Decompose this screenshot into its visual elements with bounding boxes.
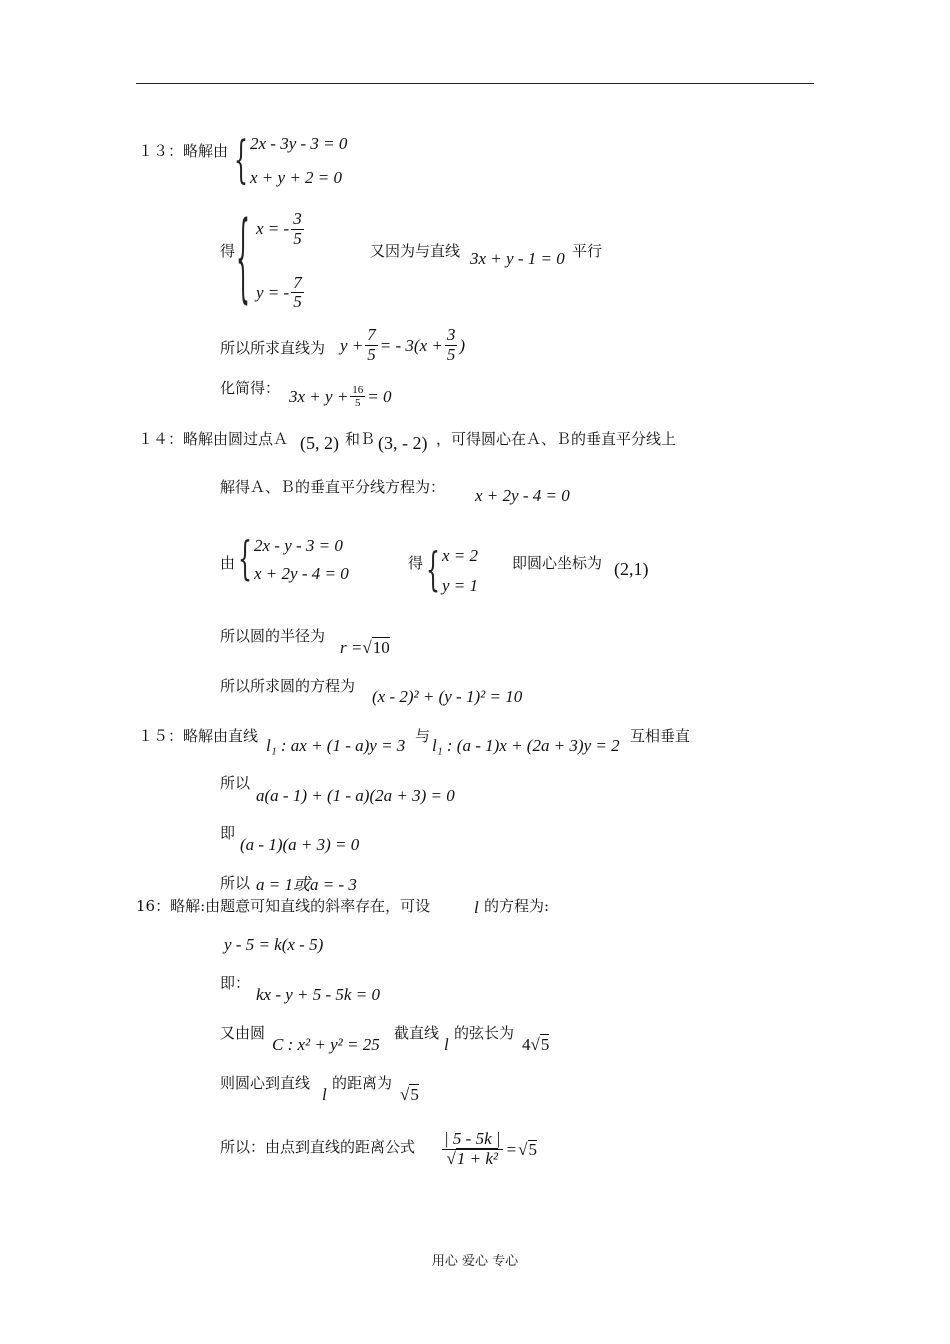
p16-label-a: 16：略解:由题意可知直线的斜率存在，可设 bbox=[136, 897, 431, 915]
p13-line-c: ) bbox=[459, 335, 466, 355]
p13-line-num1: 7 bbox=[367, 325, 376, 344]
p14-solution bbox=[426, 546, 478, 596]
p15-eq1: a(a - 1) + (1 - a)(2a + 3) = 0 bbox=[256, 786, 455, 805]
p13-simp-eq bbox=[289, 384, 392, 409]
p13-simp-den: 5 bbox=[355, 397, 361, 410]
p13-line-den1: 5 bbox=[367, 344, 376, 364]
p16-chord-coef: 4 bbox=[522, 1035, 531, 1054]
p13-parallel-eq: 3x + y - 1 = 0 bbox=[470, 249, 565, 268]
p14-de: 得 bbox=[408, 554, 424, 572]
p14-r-val: 10 bbox=[372, 638, 390, 657]
p13-eq1: 2x - 3y - 3 = 0 bbox=[250, 134, 348, 153]
p13-label: １３：略解由 bbox=[138, 142, 229, 160]
p13-sol-x-num: 3 bbox=[293, 209, 302, 228]
header-rule bbox=[136, 83, 814, 84]
p15-perp: 互相垂直 bbox=[630, 727, 691, 745]
p16-cut: 截直线 bbox=[394, 1024, 440, 1042]
p14-and: 和Ｂ bbox=[345, 430, 376, 448]
p13-solution bbox=[236, 206, 306, 316]
brace-icon: { bbox=[426, 544, 440, 598]
p16-final-eq: $\frac{| 5 - 5k |}{\text{√1 + k²}}$ = √ 5 bbox=[444, 1129, 537, 1168]
p13-simp-a: 3x + y + bbox=[289, 387, 349, 407]
p13-simp-pre: 化简得： bbox=[220, 379, 281, 397]
p15-with: 与 bbox=[415, 727, 431, 745]
p16-final-pre: 所以：由点到直线的距离公式 bbox=[220, 1138, 416, 1156]
p14-bis-pre: 解得Ａ、Ｂ的垂直平分线方程为： bbox=[220, 478, 446, 496]
p16-eq2: kx - y + 5 - 5k = 0 bbox=[256, 985, 380, 1004]
p14-sx: x = 2 bbox=[442, 546, 479, 565]
p13-simp-b: = 0 bbox=[367, 387, 392, 407]
p15-l1: l₁ : ax + (1 - a)y = 3 bbox=[266, 736, 406, 755]
p16-dist-mid: 的距离为 bbox=[332, 1074, 393, 1092]
p13-line-a: y + bbox=[340, 335, 364, 355]
p16-final-num: | 5 - 5k | bbox=[444, 1129, 501, 1148]
p13-line-eq bbox=[340, 326, 465, 364]
p14-tail: ，可得圆心在Ａ、Ｂ的垂直平分线上 bbox=[436, 430, 677, 448]
p14-circ-eq: (x - 2)² + (y - 1)² = 10 bbox=[372, 687, 523, 706]
p15-label: １５：略解由直线 bbox=[138, 727, 259, 745]
p16-chord-val: 4√5 bbox=[522, 1035, 550, 1054]
p15-so1: 所以 bbox=[220, 774, 251, 792]
p16-chord-rad: 5 bbox=[540, 1035, 550, 1054]
p14-bis-eq: x + 2y - 4 = 0 bbox=[475, 486, 570, 505]
p13-line-den2: 5 bbox=[446, 344, 456, 364]
p16-dist-pre: 则圆心到直线 bbox=[220, 1074, 311, 1092]
p15-eq2: (a - 1)(a + 3) = 0 bbox=[240, 835, 360, 854]
p13-line-num2: 3 bbox=[446, 325, 456, 344]
p13-sol-y-den: 5 bbox=[293, 292, 302, 312]
p14-eq1: 2x - y - 3 = 0 bbox=[254, 536, 343, 555]
p14-pb: (3, - 2) bbox=[378, 433, 428, 453]
p15-eq3: a = 1或a = - 3 bbox=[256, 875, 357, 894]
p15-l2: l₁ : (a - 1)x + (2a + 3)y = 2 bbox=[432, 736, 620, 755]
p16-final-equals: = bbox=[506, 1139, 517, 1159]
p13-simp-num: 16 bbox=[352, 384, 364, 396]
p16-circ-pre: 又由圆 bbox=[220, 1024, 266, 1042]
p13-eq2: x + y + 2 = 0 bbox=[250, 168, 343, 187]
p16-chord: 的弦长为 bbox=[454, 1024, 515, 1042]
p16-eq1: y - 5 = k(x - 5) bbox=[224, 935, 324, 954]
p13-line-b: = - 3(x + bbox=[379, 335, 443, 355]
p14-system bbox=[238, 533, 349, 587]
p16-l-2: l bbox=[444, 1035, 449, 1054]
p15-ji: 即 bbox=[220, 824, 236, 842]
brace-icon: { bbox=[238, 533, 252, 587]
p14-you: 由 bbox=[220, 554, 236, 572]
p13-sol-x-den: 5 bbox=[293, 228, 302, 248]
p13-sol-y-num: 7 bbox=[293, 272, 302, 292]
p14-r-eq: r =√10 bbox=[340, 638, 390, 657]
p16-l-3: l bbox=[322, 1085, 327, 1104]
p14-sy: y = 1 bbox=[442, 576, 479, 595]
p14-center: (2,1) bbox=[614, 559, 649, 579]
p13-sol-x: x = - bbox=[256, 219, 290, 239]
p16-final-rad: 5 bbox=[528, 1140, 537, 1160]
p14-label: １４：略解由圆过点Ａ bbox=[138, 430, 289, 448]
p16-final-den: 1 + k² bbox=[456, 1148, 499, 1168]
p13-parallel-post: 平行 bbox=[572, 242, 603, 260]
p14-r-eq-text: r = bbox=[340, 638, 363, 657]
p16-label-b: 的方程为: bbox=[484, 897, 550, 915]
p13-system bbox=[234, 134, 347, 188]
page-footer: 用心 爱心 专心 bbox=[431, 1254, 519, 1269]
p13-de: 得 bbox=[220, 242, 236, 260]
p14-r-pre: 所以圆的半径为 bbox=[220, 627, 326, 645]
p16-ji: 即： bbox=[220, 974, 251, 992]
p13-parallel-pre: 又因为与直线 bbox=[370, 242, 461, 260]
p16-dist-rad: 5 bbox=[410, 1085, 419, 1104]
p14-center-pre: 即圆心坐标为 bbox=[512, 554, 603, 572]
p14-circ-pre: 所以所求圆的方程为 bbox=[220, 677, 356, 695]
brace-icon: { bbox=[236, 206, 250, 316]
p14-pa: (5, 2) bbox=[300, 433, 339, 453]
p14-eq2: x + 2y - 4 = 0 bbox=[254, 564, 349, 583]
brace-icon: { bbox=[234, 132, 248, 190]
p13-line-pre: 所以所求直线为 bbox=[220, 339, 326, 357]
p16-dist-val: √5 bbox=[400, 1085, 419, 1104]
p13-sol-y: y = - bbox=[256, 282, 290, 302]
p15-so2: 所以 bbox=[220, 874, 251, 892]
p16-l: l bbox=[474, 898, 479, 917]
p16-circ-eq: C : x² + y² = 25 bbox=[272, 1035, 380, 1054]
